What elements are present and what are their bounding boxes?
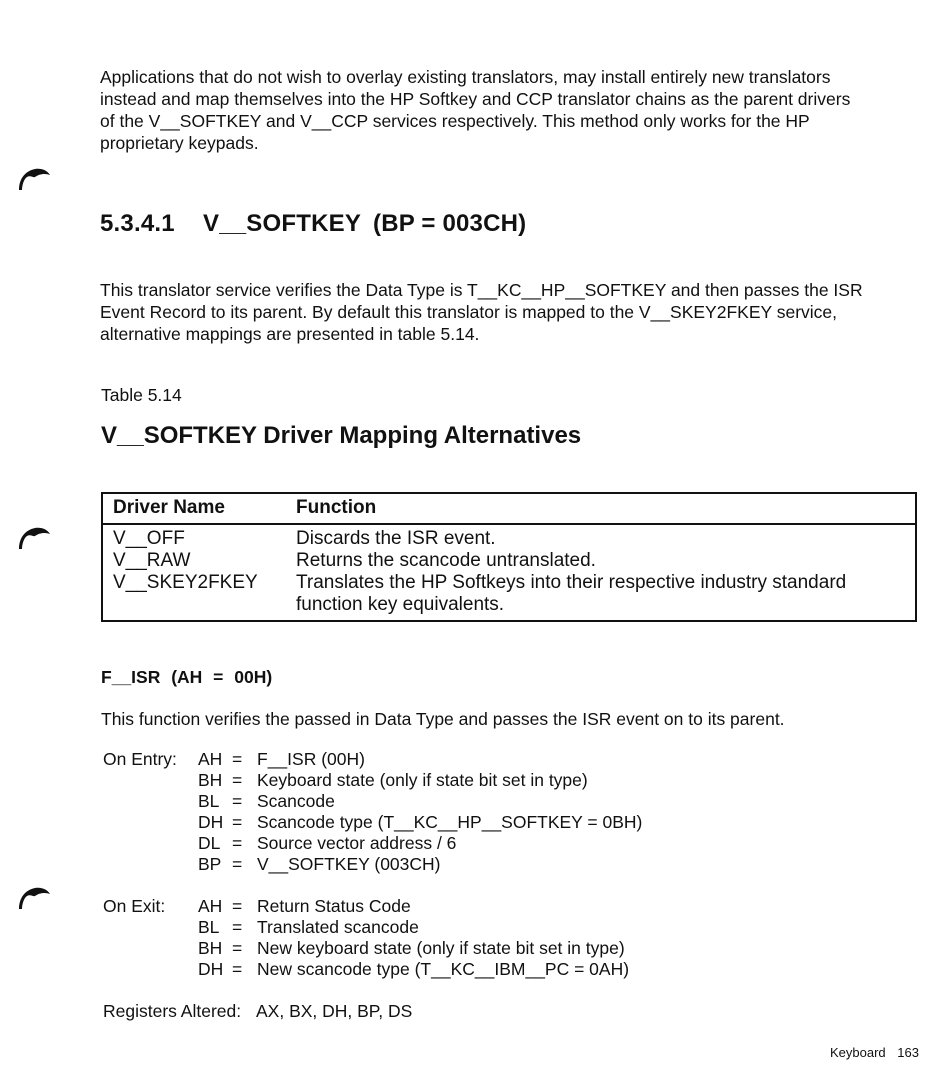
equals-sign: = xyxy=(232,770,243,790)
section-paragraph xyxy=(100,279,863,345)
register-name: BL xyxy=(198,791,220,811)
table-title: V__SOFTKEY Driver Mapping Alternatives xyxy=(101,422,582,449)
function-cell: Translates the HP Softkeys into their respective industry standard xyxy=(296,572,847,593)
page-number: 163 xyxy=(897,1045,919,1060)
equals-sign: = xyxy=(232,938,243,958)
section-heading xyxy=(100,210,526,238)
register-name: DH xyxy=(198,959,224,979)
column-header-driver: Driver Name xyxy=(102,493,286,524)
page-footer xyxy=(830,1045,919,1060)
driver-cell-empty xyxy=(102,594,286,621)
register-value: New scancode type (T__KC__IBM__PC = 0AH) xyxy=(257,959,630,979)
equals-sign: = xyxy=(232,917,243,937)
register-value: Translated scancode xyxy=(257,917,419,937)
register-name: BH xyxy=(198,938,223,958)
on-entry-block xyxy=(0,749,950,879)
table-row xyxy=(102,550,916,572)
intro-line: of the V__SOFTKEY and V__CCP services respectively. This method only works for the HP xyxy=(100,111,810,131)
intro-paragraph xyxy=(100,66,850,154)
table-row xyxy=(102,524,916,550)
driver-cell: V__OFF xyxy=(113,528,185,549)
section-line: alternative mappings are presented in table 5.14. xyxy=(100,324,480,344)
footer-section: Keyboard xyxy=(830,1045,886,1060)
registers-altered-value: AX, BX, DH, BP, DS xyxy=(256,1001,413,1021)
register-value: F__ISR (00H) xyxy=(257,749,365,769)
table-header-row xyxy=(102,493,916,524)
margin-mark-icon xyxy=(17,165,51,191)
register-name: BP xyxy=(198,854,222,874)
intro-line: proprietary keypads. xyxy=(100,133,259,153)
register-value: Scancode type (T__KC__HP__SOFTKEY = 0BH) xyxy=(257,812,643,832)
registers-altered-label: Registers Altered: xyxy=(103,1001,242,1021)
register-value: Keyboard state (only if state bit set in type) xyxy=(257,770,588,790)
register-name: DL xyxy=(198,833,221,853)
margin-mark-icon xyxy=(17,524,51,550)
register-value: V__SOFTKEY (003CH) xyxy=(257,854,441,874)
register-name: BL xyxy=(198,917,220,937)
intro-line: instead and map themselves into the HP Softkey and CCP translator chains as the parent drivers xyxy=(100,89,851,109)
register-name: BH xyxy=(198,770,223,790)
section-param: (BP = 003CH) xyxy=(373,210,527,237)
function-cell: Discards the ISR event. xyxy=(296,528,496,549)
equals-sign: = xyxy=(232,749,243,769)
equals-sign: = xyxy=(232,791,243,811)
registers-altered xyxy=(103,1001,412,1022)
section-line: This translator service verifies the Data Type is T__KC__HP__SOFTKEY and then passes the ISR xyxy=(100,280,863,300)
table-row-continuation xyxy=(102,594,916,621)
on-exit-block xyxy=(0,896,950,986)
register-value: Scancode xyxy=(257,791,335,811)
on-exit-label: On Exit: xyxy=(103,896,166,916)
register-name: DH xyxy=(198,812,224,832)
driver-cell: V__RAW xyxy=(113,550,191,571)
column-header-function: Function xyxy=(286,493,916,524)
register-value: Source vector address / 6 xyxy=(257,833,457,853)
equals-sign: = xyxy=(232,854,243,874)
equals-sign: = xyxy=(232,833,243,853)
function-cell: Returns the scancode untranslated. xyxy=(296,550,596,571)
section-line: Event Record to its parent. By default this translator is mapped to the V__SKEY2FKEY service, xyxy=(100,302,837,322)
section-number: 5.3.4.1 xyxy=(100,210,175,237)
register-name: AH xyxy=(198,749,223,769)
register-name: AH xyxy=(198,896,223,916)
driver-mapping-table xyxy=(101,492,917,622)
equals-sign: = xyxy=(232,812,243,832)
register-value: New keyboard state (only if state bit set in type) xyxy=(257,938,625,958)
equals-sign: = xyxy=(232,896,243,916)
table-row xyxy=(102,572,916,594)
driver-cell: V__SKEY2FKEY xyxy=(113,572,258,593)
section-name: V__SOFTKEY xyxy=(203,210,362,237)
function-cell: function key equivalents. xyxy=(296,594,505,615)
function-heading: F__ISR (AH = 00H) xyxy=(101,667,273,687)
table-caption: Table 5.14 xyxy=(101,385,182,405)
on-entry-label: On Entry: xyxy=(103,749,177,769)
function-description: This function verifies the passed in Data Type and passes the ISR event on to its parent. xyxy=(101,709,785,729)
intro-line: Applications that do not wish to overlay existing translators, may install entirely new translators xyxy=(100,67,831,87)
equals-sign: = xyxy=(232,959,243,979)
register-value: Return Status Code xyxy=(257,896,411,916)
